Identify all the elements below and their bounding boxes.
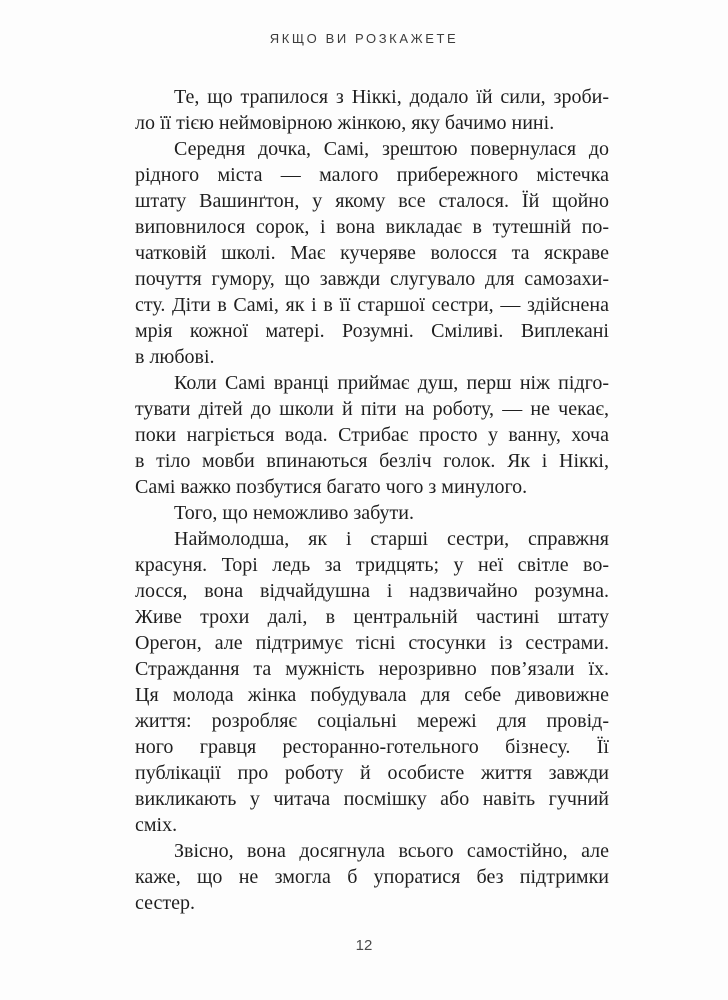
text-line: красуня. Торі ледь за тридцять; у неї світле во- [135,554,609,576]
text-line: Того, що неможливо забути. [174,502,414,524]
text-line: Наймолодша, як і старші сестри, справжня [174,528,609,550]
text-line: Самі важко позбутися багато чого з минулого. [135,476,528,498]
text-line: Звісно, вона досягнула всього самостійно, але [174,840,609,862]
text-line: сміх. [135,814,178,836]
paragraph [135,370,609,500]
text-line: сту. Діти в Самі, як і в її старшої сестри, — здійснена [135,294,609,316]
text-line: в любові. [135,346,215,368]
text-line: виповнилося сорок, і вона викладає в тутешній по- [135,216,609,238]
paragraph [135,136,609,370]
paragraph [135,500,609,526]
text-line: Середня дочка, Самі, зрештою повернулася до [174,138,609,160]
text-line: лосся, вона відчайдушна і надзвичайно розумна. [135,580,609,602]
text-line: поки нагріється вода. Стрибає просто у ванну, хоча [135,424,609,446]
text-line: ного гравця ресторанно-готельного бізнесу. Її [135,736,609,758]
text-line: тувати дітей до школи й піти на роботу, — не чекає, [135,398,609,420]
text-line: Живе трохи далі, в центральній частині штату [135,606,609,628]
paragraph [135,84,609,136]
text-line: Те, що трапилося з Ніккі, додало їй сили, зроби- [174,86,609,108]
paragraph [135,838,609,916]
running-header-title: ЯКЩО ВИ РОЗКАЖЕТЕ [269,31,459,46]
text-line: викликають у читача посмішку або навіть гучний [135,788,609,810]
paragraph [135,526,609,838]
text-line: публікації про роботу й особисте життя завжди [135,762,609,784]
text-line: Орегон, але підтримує тісні стосунки із сестрами. [135,632,609,654]
text-line: каже, що не змогла б упоратися без підтримки [135,866,609,888]
text-line: життя: розробляє соціальні мережі для провід- [135,710,609,732]
text-line: рідного міста — малого прибережного містечка [135,164,609,186]
text-line: мрія кожної матері. Розумні. Сміливі. Виплекані [135,320,609,342]
text-line: в тіло мовби впинаються безліч голок. Як і Ніккі, [135,450,609,472]
text-line: Ця молода жінка побудувала для себе дивовижне [135,684,609,706]
text-line: Коли Самі вранці приймає душ, перш ніж підго- [174,372,609,394]
page-number: 12 [355,937,373,954]
body-text [135,84,609,916]
text-line: штату Вашинґтон, у якому все сталося. Їй щойно [135,190,609,212]
text-line: сестер. [135,892,195,914]
text-line: чатковій школі. Має кучеряве волосся та яскраве [135,242,609,264]
text-line: почуття гумору, що завжди слугувало для самозахи- [135,268,609,290]
text-line: ло її тією неймовірною жінкою, яку бачимо нині. [135,112,555,134]
text-line: Страждання та мужність нерозривно пов’язали їх. [135,658,609,680]
